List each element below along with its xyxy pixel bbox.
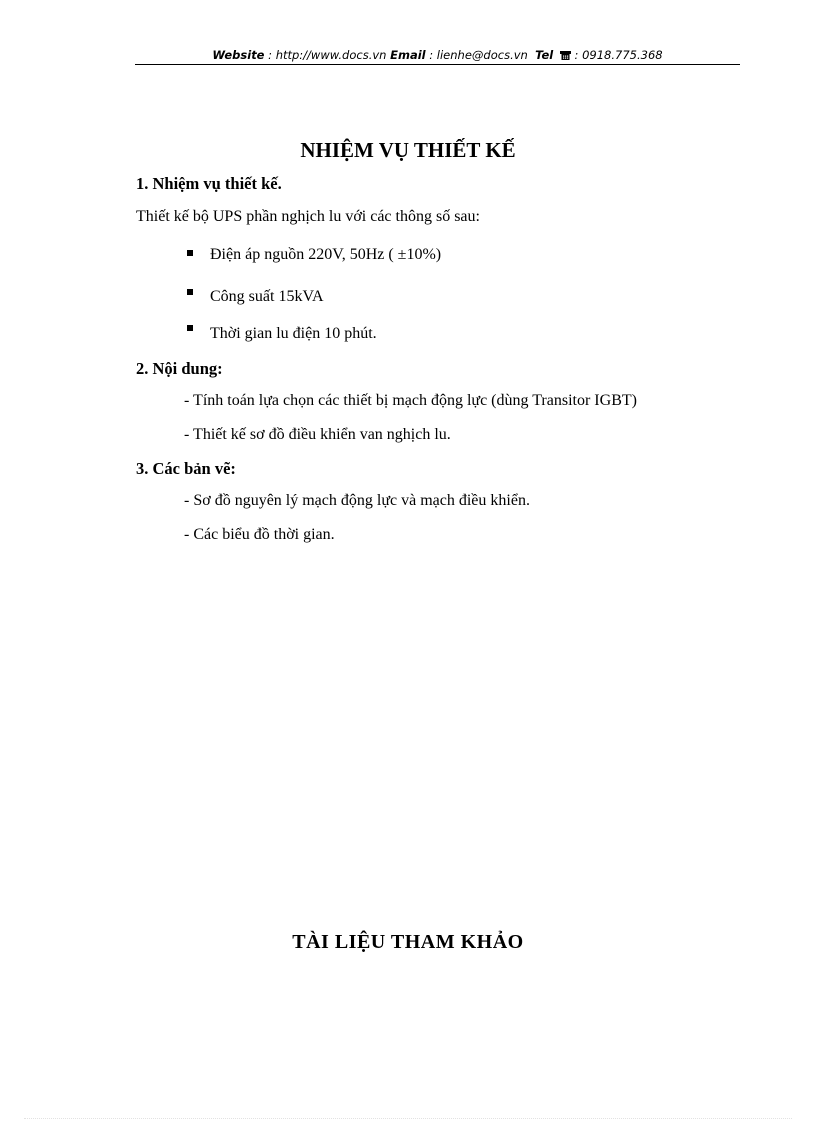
square-bullet-icon xyxy=(187,250,193,256)
email-label: Email xyxy=(390,48,426,62)
list-item: Điện áp nguồn 220V, 50Hz ( ±10%) xyxy=(210,246,442,263)
tel-label: Tel xyxy=(535,48,554,62)
page-title: NHIỆM VỤ THIẾT KẾ xyxy=(300,138,516,162)
square-bullet-icon xyxy=(187,325,193,331)
list-item: - Thiết kế sơ đồ điều khiển van nghịch lu. xyxy=(184,426,451,443)
page-bottom-border xyxy=(24,1118,792,1119)
section-1-heading: 1. Nhiệm vụ thiết kế. xyxy=(136,174,282,193)
telephone-icon xyxy=(560,51,571,60)
website-label: Website xyxy=(212,48,265,62)
list-item: Thời gian lu điện 10 phút. xyxy=(210,325,377,342)
list-item: Công suất 15kVA xyxy=(210,288,324,305)
section-3-heading: 3. Các bản vẽ: xyxy=(136,459,236,478)
website-separator: : xyxy=(264,48,276,62)
email-separator: : xyxy=(425,48,437,62)
list-item: - Sơ đồ nguyên lý mạch động lực và mạch điều khiển. xyxy=(184,492,530,509)
references-title: TÀI LIỆU THAM KHẢO xyxy=(292,931,524,953)
list-item: - Tính toán lựa chọn các thiết bị mạch động lực (dùng Transitor IGBT) xyxy=(184,392,637,409)
website-url[interactable]: http://www.docs.vn xyxy=(275,48,387,62)
section-2-heading: 2. Nội dung: xyxy=(136,359,223,378)
tel-separator: : xyxy=(570,48,583,62)
list-item: - Các biểu đồ thời gian. xyxy=(184,526,335,543)
square-bullet-icon xyxy=(187,289,193,295)
tel-number: 0918.775.368 xyxy=(582,48,663,62)
page-header xyxy=(135,46,740,65)
email-address[interactable]: lienhe@docs.vn xyxy=(436,48,528,62)
section-1-intro: Thiết kế bộ UPS phần nghịch lu với các thông số sau: xyxy=(136,208,480,225)
